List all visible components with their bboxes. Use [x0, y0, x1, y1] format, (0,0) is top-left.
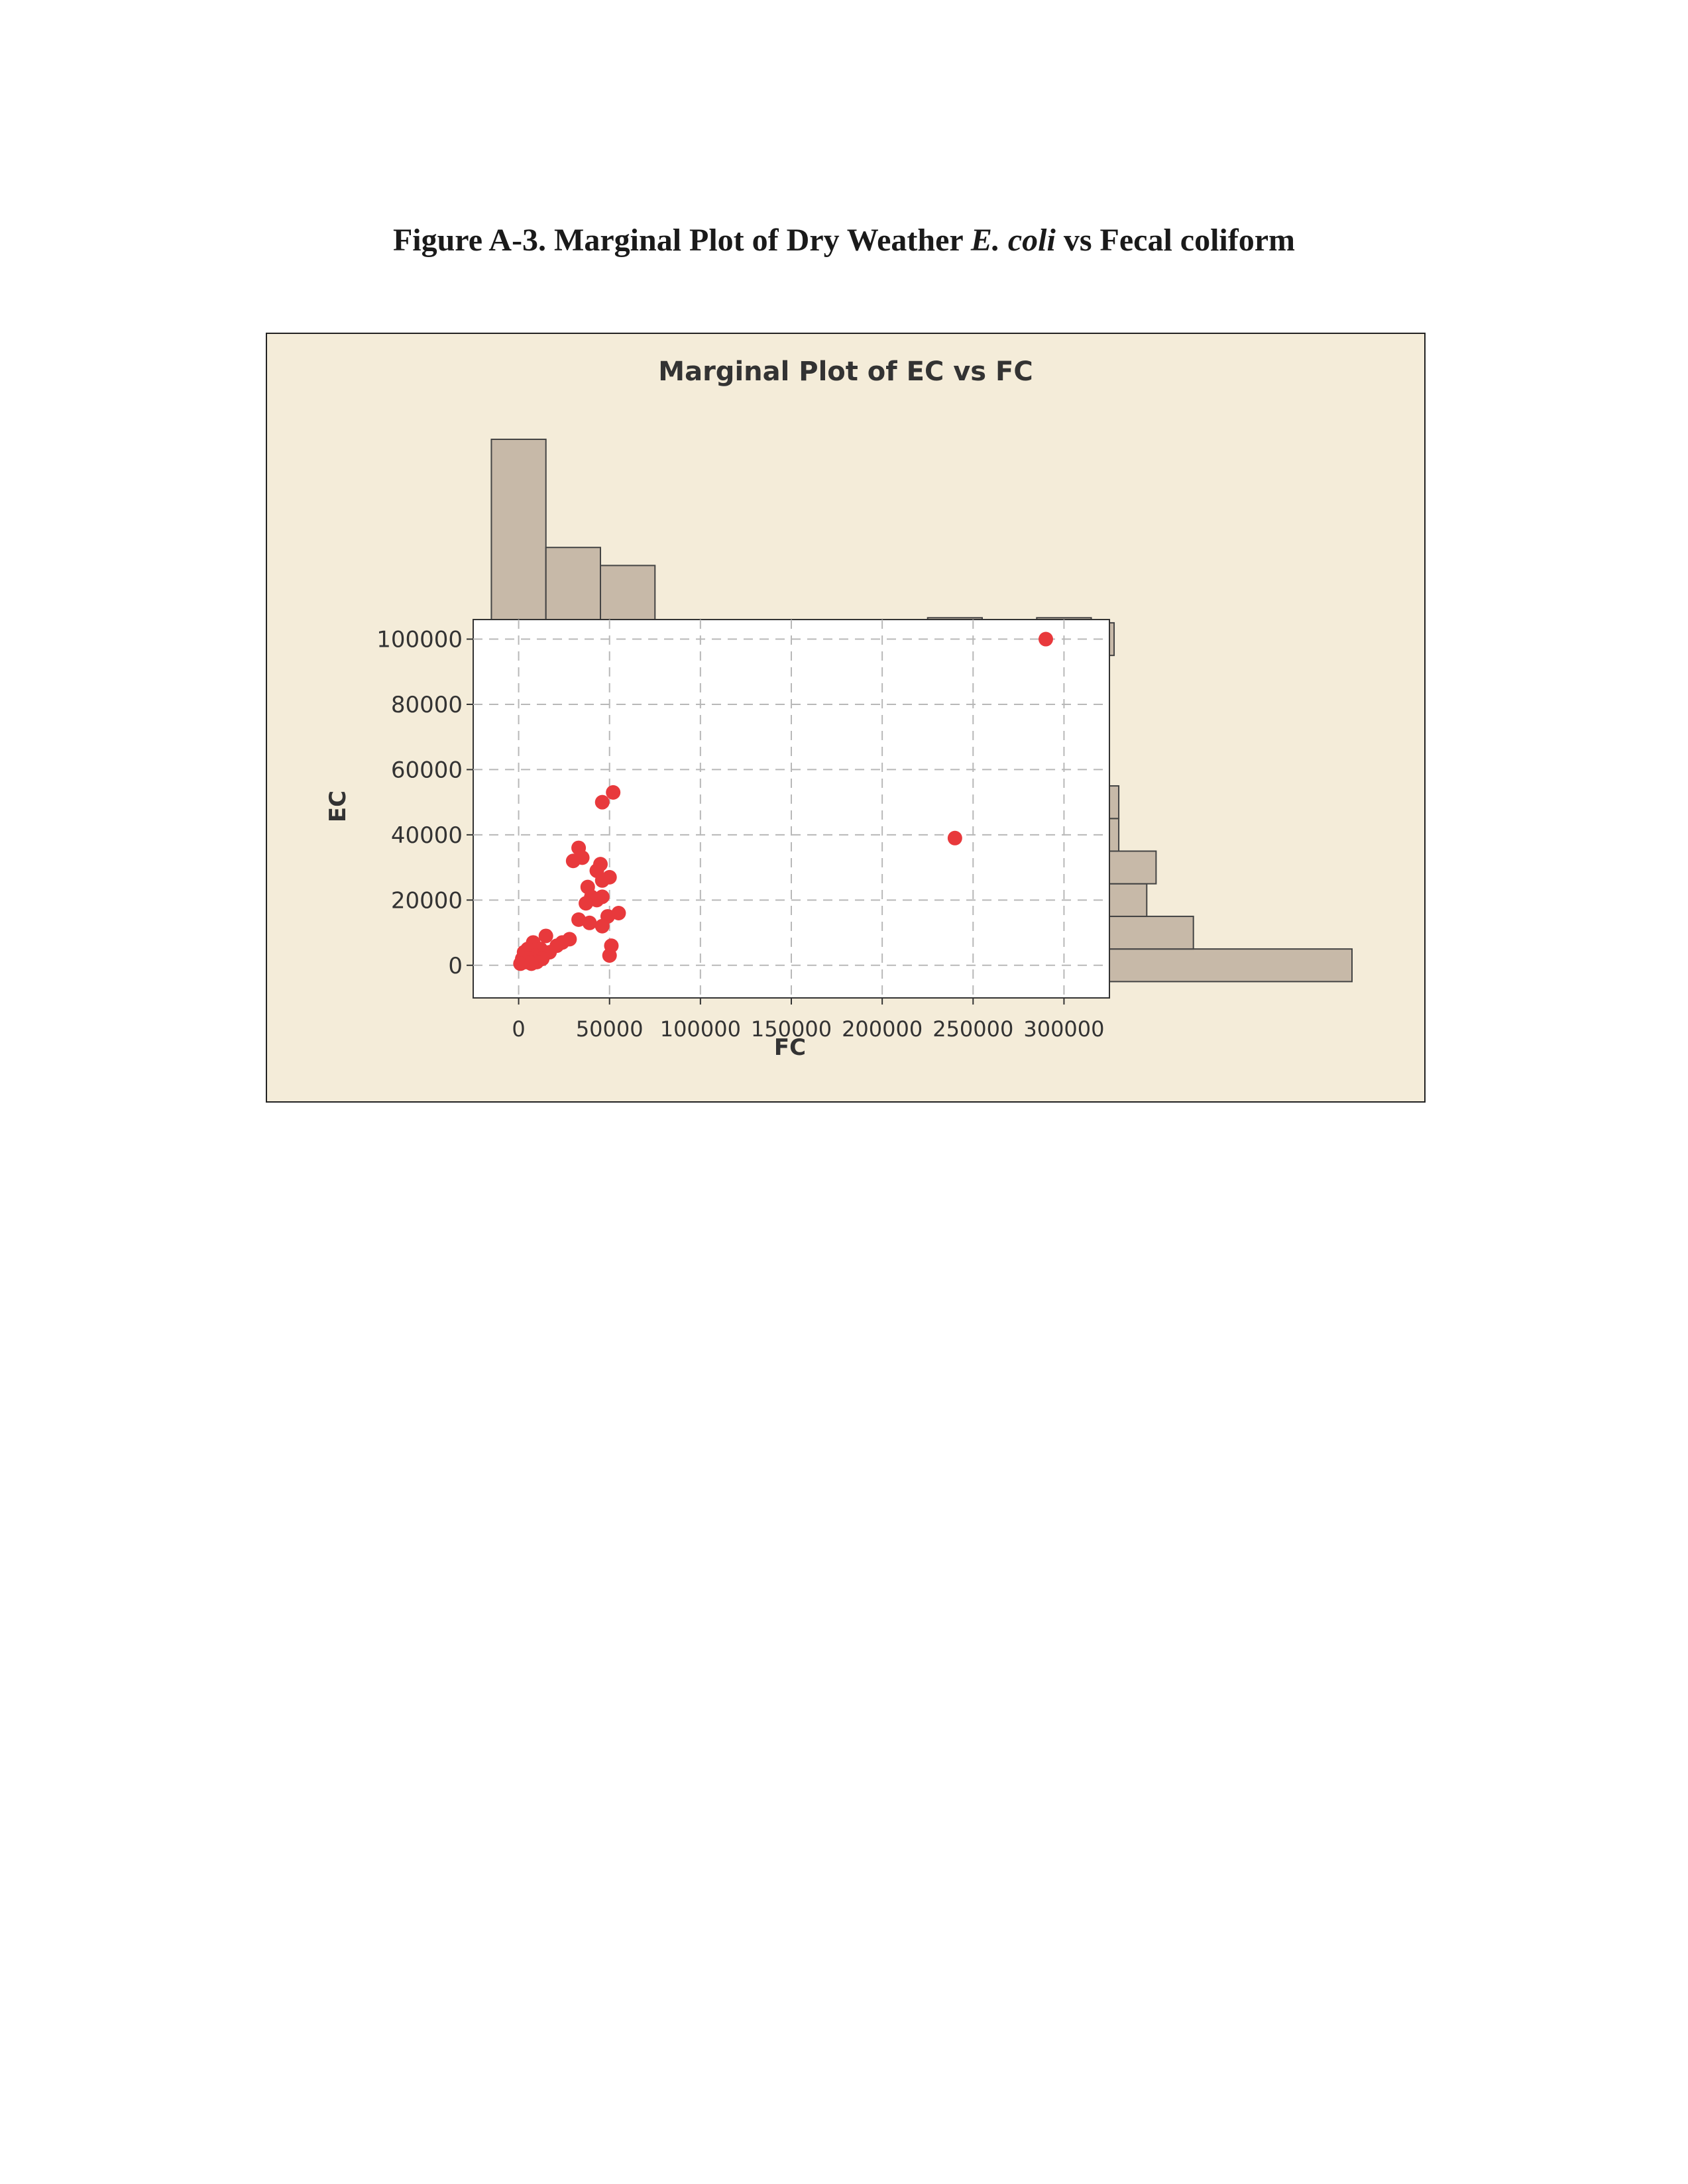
top-histogram-bar	[491, 439, 545, 620]
right-histogram-bar	[1109, 786, 1119, 818]
x-tick-label: 300000	[1023, 1016, 1105, 1042]
x-tick-label: 200000	[842, 1016, 923, 1042]
right-histogram-bar	[1109, 623, 1114, 655]
right-histogram-bar	[1109, 916, 1194, 949]
data-point	[606, 785, 620, 800]
x-tick-label: 0	[512, 1016, 526, 1042]
data-point	[602, 948, 617, 963]
x-axis-label: FC	[773, 1034, 807, 1061]
data-point	[948, 831, 962, 846]
caption-italic: E. coli	[970, 223, 1056, 258]
data-point	[595, 795, 610, 810]
marginal-plot-figure	[266, 333, 1426, 1103]
data-point	[524, 956, 539, 971]
top-histogram-bar	[600, 565, 655, 620]
y-tick-label: 80000	[390, 691, 463, 718]
caption-suffix: vs Fecal coliform	[1055, 223, 1296, 258]
data-point	[1039, 632, 1053, 647]
x-tick-label: 250000	[932, 1016, 1014, 1042]
x-tick-label: 150000	[750, 1016, 832, 1042]
right-histogram-bar	[1109, 851, 1156, 883]
data-point	[566, 853, 581, 868]
caption-prefix: Figure A-3. Marginal Plot of Dry Weather	[392, 223, 971, 258]
right-histogram-bar	[1109, 949, 1352, 981]
right-histogram-bar	[1109, 818, 1119, 851]
data-point	[583, 916, 597, 930]
top-histogram-bar	[546, 547, 600, 620]
y-tick-label: 0	[448, 952, 463, 979]
data-point	[579, 896, 593, 910]
x-tick-label: 100000	[659, 1016, 741, 1042]
data-point	[595, 873, 610, 888]
data-point	[595, 919, 610, 934]
data-point	[539, 928, 553, 943]
y-axis-label: EC	[325, 790, 351, 823]
y-tick-label: 40000	[390, 822, 463, 849]
y-tick-label: 60000	[390, 757, 463, 784]
chart-title: Marginal Plot of EC vs FC	[658, 356, 1033, 387]
figure-caption	[0, 222, 1688, 258]
y-tick-label: 20000	[390, 887, 463, 914]
right-histogram-bar	[1109, 884, 1147, 916]
y-tick-label: 100000	[376, 626, 463, 653]
x-tick-label: 50000	[575, 1016, 644, 1042]
